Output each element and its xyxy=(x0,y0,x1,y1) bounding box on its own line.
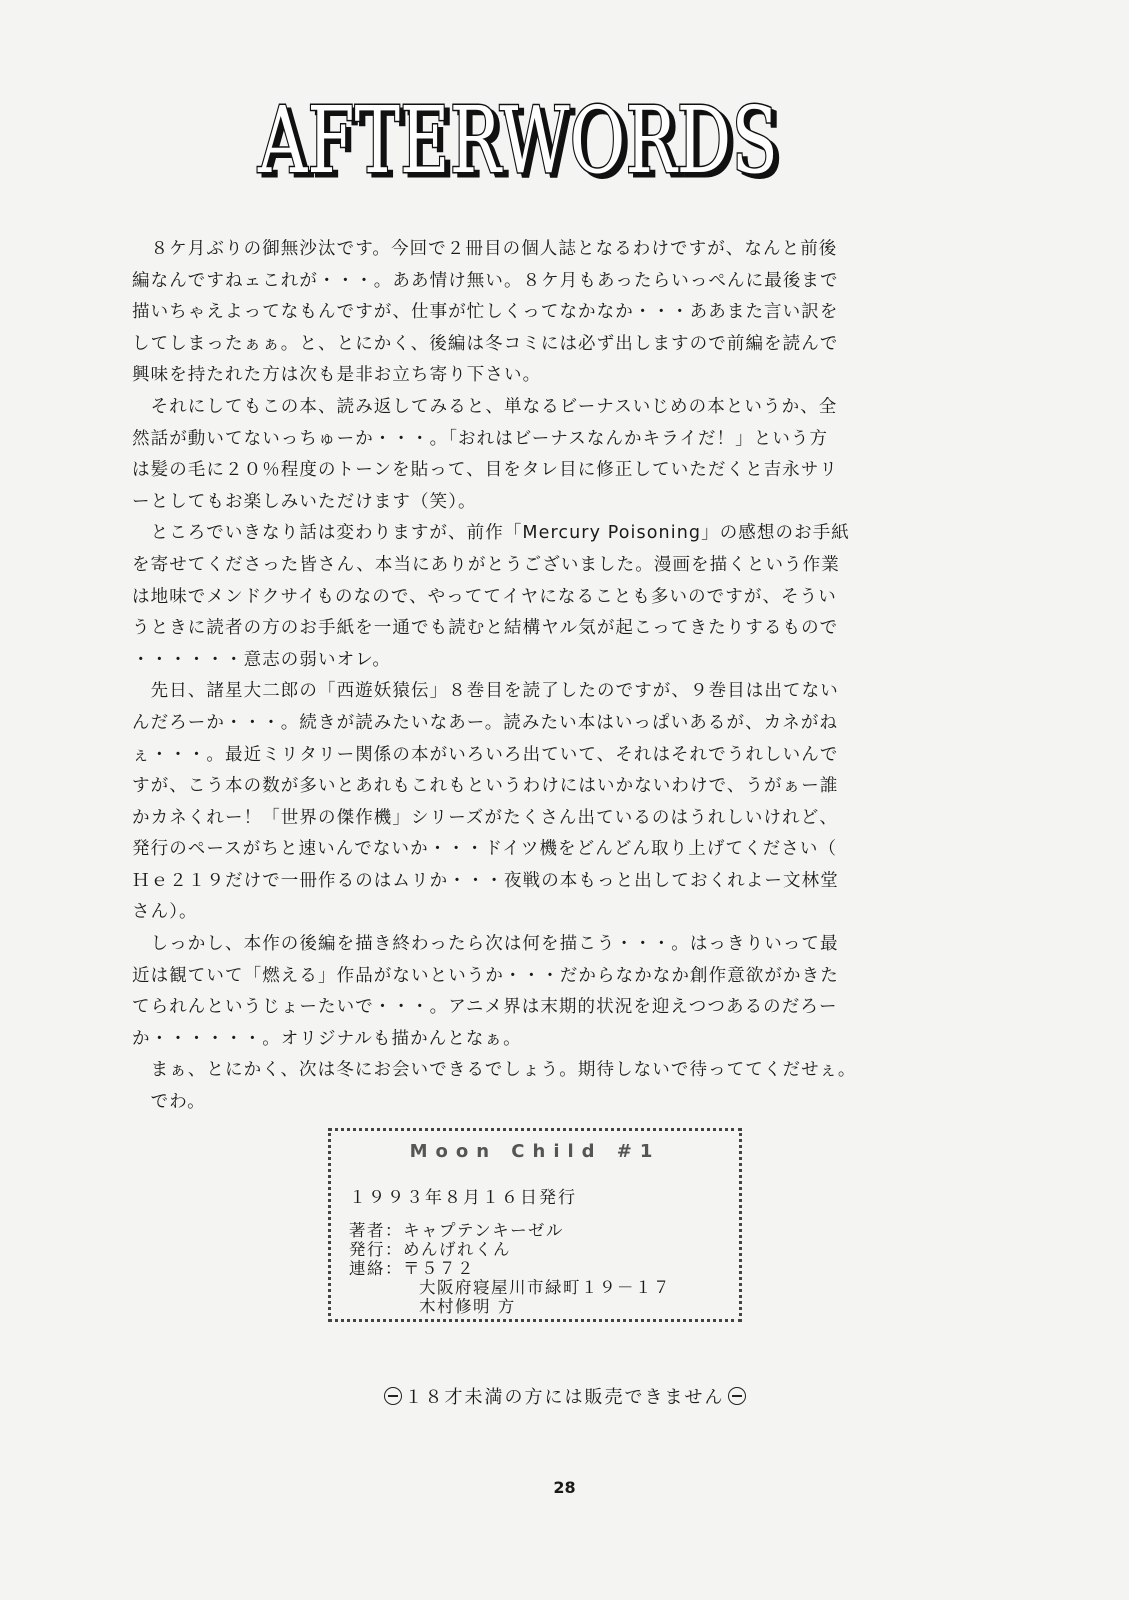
notice-text: １８才未満の方には販売できません xyxy=(404,1387,725,1408)
publication-name: Moon Child #1 xyxy=(409,1141,661,1162)
body-line: 描いちゃえよってなもんですが、仕事が忙しくってなかなか・・・ああまた言い訳を xyxy=(132,302,839,323)
body-line: まぁ、とにかく、次は冬にお会いできるでしょう。期待しないで待っててくだせぇ。 xyxy=(132,1060,857,1081)
body-line: を寄せてくださった皆さん、本当にありがとうございました。漫画を描くという作業 xyxy=(132,554,840,575)
recipient-line: 木村修明 方 xyxy=(419,1297,516,1316)
page-title xyxy=(255,88,795,188)
body-line: ぇ・・・。最近ミリタリー関係の本がいろいろ出ていて、それはそれでうれしいんで xyxy=(132,744,839,765)
body-line: ーとしてもお楽しみいただけます（笑）。 xyxy=(132,491,477,512)
body-line: ・・・・・・意志の弱いオレ。 xyxy=(132,649,391,670)
body-line: は地味でメンドクサイものなので、やっててイヤになることも多いのですが、そうい xyxy=(132,586,837,607)
afterword-body xyxy=(132,234,962,1119)
prohibited-mark-icon xyxy=(728,1387,746,1405)
body-line: 近は観ていて「燃える」作品がないというか・・・だからなかなか創作意欲がかきた xyxy=(132,965,839,986)
prohibited-mark-icon xyxy=(384,1387,402,1405)
contact-line: 連絡：〒５７２ xyxy=(349,1259,475,1278)
body-line: かカネくれー！「世界の傑作機」シリーズがたくさん出ているのはうれしいけれど、 xyxy=(132,807,838,828)
title-text: AFTERWORDS xyxy=(257,88,778,188)
body-line: しっかし、本作の後編を描き終わったら次は何を描こう・・・。はっきりいって最 xyxy=(132,934,839,955)
body-line: は髪の毛に２０％程度のトーンを貼って、目をタレ目に修正していただくと吉永サリ xyxy=(132,460,839,481)
body-line: てられんというじょーたいで・・・。アニメ界は末期的状況を迎えつつあるのだろー xyxy=(132,997,838,1018)
title-outline-text xyxy=(255,88,795,188)
publication-date: １９９３年８月１６日発行 xyxy=(349,1188,577,1208)
body-line: か・・・・・・。オリジナルも描かんとなぁ。 xyxy=(132,1028,522,1049)
author-line: 著者：キャプテンキーゼル xyxy=(349,1221,564,1240)
page-number: 28 xyxy=(553,1478,576,1497)
body-line: 興味を持たれた方は次も是非お立ち寄り下さい。 xyxy=(132,365,542,386)
publisher-line: 発行：めんげれくん xyxy=(349,1240,511,1259)
credits xyxy=(349,1221,671,1316)
body-line: ８ケ月ぶりの御無沙汰です。今回で２冊目の個人誌となるわけですが、なんと前後 xyxy=(132,239,838,259)
body-line: さん）。 xyxy=(132,902,198,923)
age-restriction-notice xyxy=(0,1383,1129,1409)
body-line: でわ。 xyxy=(132,1092,206,1113)
body-line: してしまったぁぁ。と、とにかく、後編は冬コミには必ず出しますので前編を読んで xyxy=(132,333,839,354)
body-line: 先日、諸星大二郎の「西遊妖猿伝」８巻目を読了したのですが、９巻目は出てない xyxy=(132,681,839,702)
body-line: それにしてもこの本、読み返してみると、単なるビーナスいじめの本というか、全 xyxy=(132,396,838,417)
address-line: 大阪府寝屋川市緑町１９－１７ xyxy=(419,1278,671,1297)
body-line: Ｈｅ２１９だけで一冊作るのはムリか・・・夜戦の本もっと出しておくれよー文林堂 xyxy=(132,870,839,891)
body-line: ところでいきなり話は変わりますが、前作「Mercury Poisoning」の感想のお手紙 xyxy=(132,523,850,544)
body-line: すが、こう本の数が多いとあれもこれもというわけにはいかないわけで、うがぁー誰 xyxy=(132,776,839,797)
body-line: んだろーか・・・。続きが読みたいなあー。読みたい本はいっぱいあるが、カネがね xyxy=(132,712,839,733)
colophon-box xyxy=(328,1128,742,1322)
body-line: 編なんですねェこれが・・・。ああ情け無い。８ケ月もあったらいっぺんに最後まで xyxy=(132,270,839,291)
body-line: 然話が動いてないっちゅーか・・・。「おれはビーナスなんかキライだ！」という方 xyxy=(132,428,829,449)
body-line: 発行のペースがちと速いんでないか・・・ドイツ機をどんどん取り上げてください（ xyxy=(132,839,838,860)
body-line: うときに読者の方のお手紙を一通でも読むと結構ヤル気が起こってきたりするもので xyxy=(132,618,839,639)
title-shadow: AFTERWORDS xyxy=(262,91,783,188)
